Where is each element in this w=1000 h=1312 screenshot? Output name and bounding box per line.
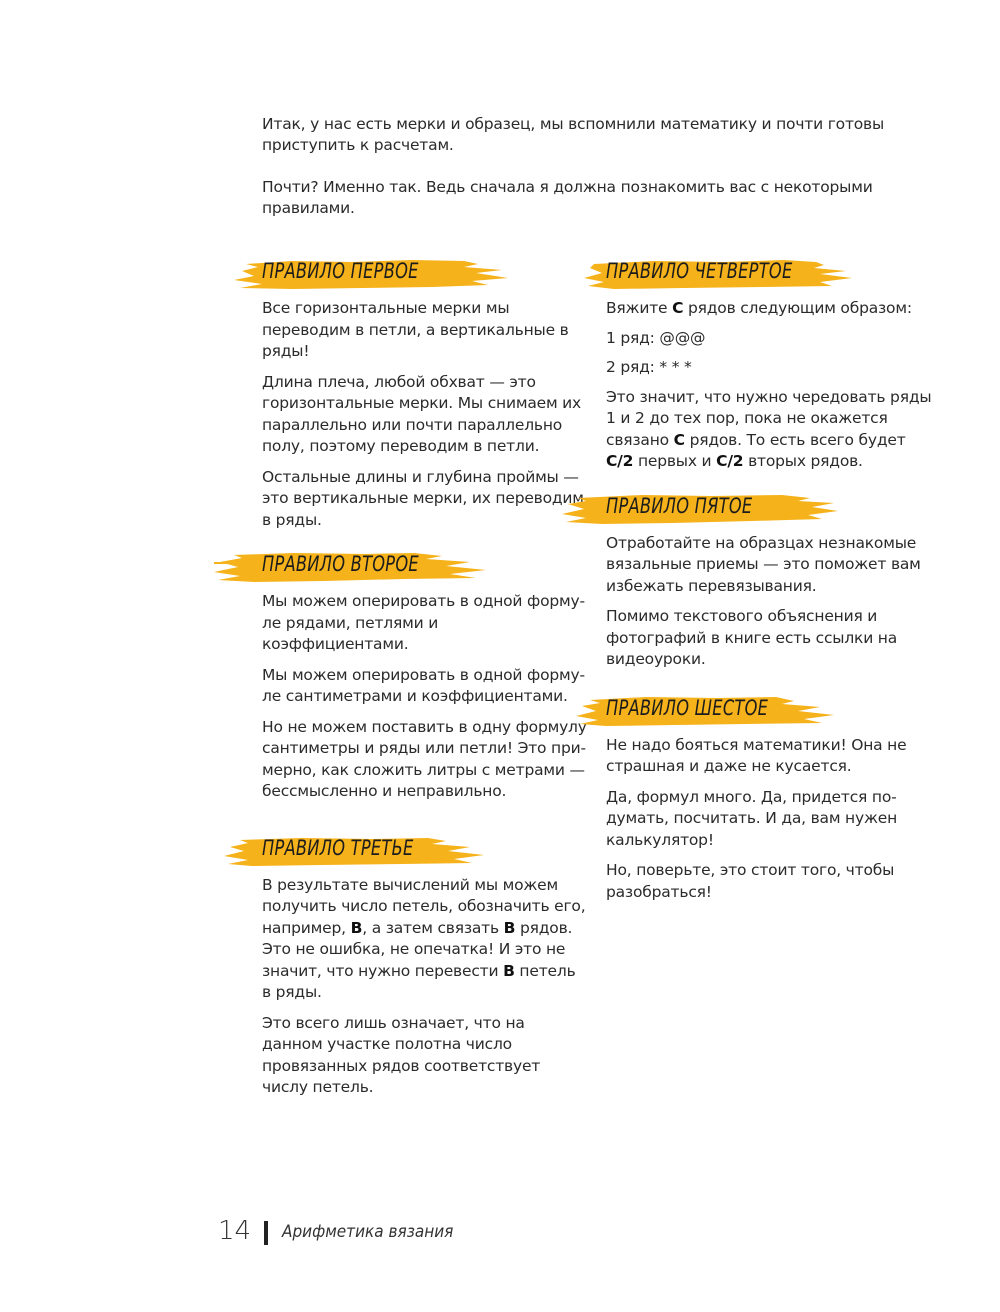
rule-title: ПРАВИЛО ВТОРОЕ [262, 552, 419, 576]
rule-text: Но не можем поставить в одну формулу сантиметры и ряды или петли! Это примерно, как сложить литры с метрами — бессмысленно и неправильно. [262, 717, 587, 800]
rule-title: ПРАВИЛО ПЕРВОЕ [262, 259, 419, 283]
intro-paragraph: Почти? Именно так. Ведь сначала я должна познакомить вас с некоторыми правилами. [262, 178, 873, 217]
rule-text-part: рядов. Это не ошибка, не опечатка! И это не значит, что нужно перевести [262, 918, 573, 980]
row-pattern-1: 1 ряд: @@@ [606, 328, 706, 347]
rule-text-part: Вяжите [606, 299, 673, 317]
rule-text-part: петель в ряды. [262, 961, 576, 1001]
variable-b: В [503, 918, 516, 937]
rule-fifth [606, 487, 932, 671]
rule-text: Мы можем оперировать в одной формуле рядами, петлями и коэффициентами. [262, 592, 586, 653]
rule-text-part: , а затем связать [362, 918, 504, 937]
footer-divider [264, 1221, 268, 1245]
variable-b: В [503, 961, 515, 980]
rule-text: Да, формул много. Да, придется подумать, посчитать. И да, вам нужен калькулятор! [606, 787, 897, 849]
rule-text-part: рядов следующим образом: [683, 299, 912, 317]
rule-text-part: Это значит, что нужно чередовать ряды 1 и 2 до тех пор, пока не окажется связано [606, 387, 932, 449]
row-pattern-2: 2 ряд: * * * [606, 358, 692, 376]
rule-banner [606, 689, 932, 731]
rule-fourth [606, 252, 932, 473]
rule-title: ПРАВИЛО ЧЕТВЕРТОЕ [606, 259, 793, 283]
rule-banner [262, 545, 588, 587]
rule-text-part: вторых рядов. [743, 452, 863, 470]
rule-text [262, 875, 588, 1004]
rule-banner [606, 487, 932, 529]
rule-text-part: первых и [633, 452, 717, 470]
rule-title: ПРАВИЛО ПЯТОЕ [606, 493, 753, 518]
rule-banner [262, 829, 588, 871]
rule-title: ПРАВИЛО ШЕСТОЕ [606, 695, 769, 720]
right-column [606, 252, 932, 912]
rule-sixth [606, 689, 932, 904]
rule-text: Длина плеча, любой обхват — это горизонтальные мерки. Мы снимаем их параллельно или почти параллельно полу, поэтому переводим в петли. [262, 372, 582, 455]
intro-paragraph: Итак, у нас есть мерки и образец, мы вспомнили математику и почти готовы приступить к расчетам. [262, 115, 885, 154]
rule-third [262, 829, 588, 1099]
rule-text [606, 298, 932, 320]
variable-b: В [350, 918, 363, 937]
variable-c: С [673, 430, 685, 449]
rule-text: Помимо текстового объяснения и фотографий в книге есть ссылки на видеоуроки. [606, 607, 898, 668]
rule-text-part: В результате вычислений мы можем получить число петель, обозначить его, например, [262, 875, 586, 937]
intro [262, 114, 942, 240]
rule-text-part: рядов. То есть всего будет [684, 430, 906, 449]
rule-text: Мы можем оперировать в одной формуле сантиметрами и коэффициентами. [262, 665, 586, 705]
rule-text: Не надо бояться математики! Она не страшная и даже не кусается. [606, 735, 907, 775]
rule-text: Это всего лишь означает, что на данном участке полотна число провязанных рядов соответствует числу петель. [262, 1013, 541, 1096]
variable-c: С [672, 299, 684, 317]
rule-banner [262, 252, 588, 294]
book-title: Арифметика вязания [282, 1222, 454, 1242]
rule-text: Остальные длины и глубина проймы — это вертикальные мерки, их переводим в ряды. [262, 467, 584, 529]
rule-text: Но, поверьте, это стоит того, чтобы разобраться! [606, 861, 895, 901]
rule-text: Все горизонтальные мерки мы переводим в петли, а вертикальные в ряды! [262, 299, 569, 360]
rule-title: ПРАВИЛО ТРЕТЬЕ [262, 835, 414, 860]
variable-c-half: С/2 [606, 452, 634, 470]
rule-first [262, 252, 588, 531]
page-number: 14 [218, 1216, 252, 1246]
rule-text [606, 387, 932, 473]
rule-text: Отработайте на образцах незнакомые вязальные приемы — это поможет вам избежать перевязывания. [606, 533, 921, 595]
variable-c-half: С/2 [716, 452, 744, 470]
left-column [262, 252, 588, 1108]
rule-banner [606, 252, 932, 294]
rule-second [262, 545, 588, 803]
